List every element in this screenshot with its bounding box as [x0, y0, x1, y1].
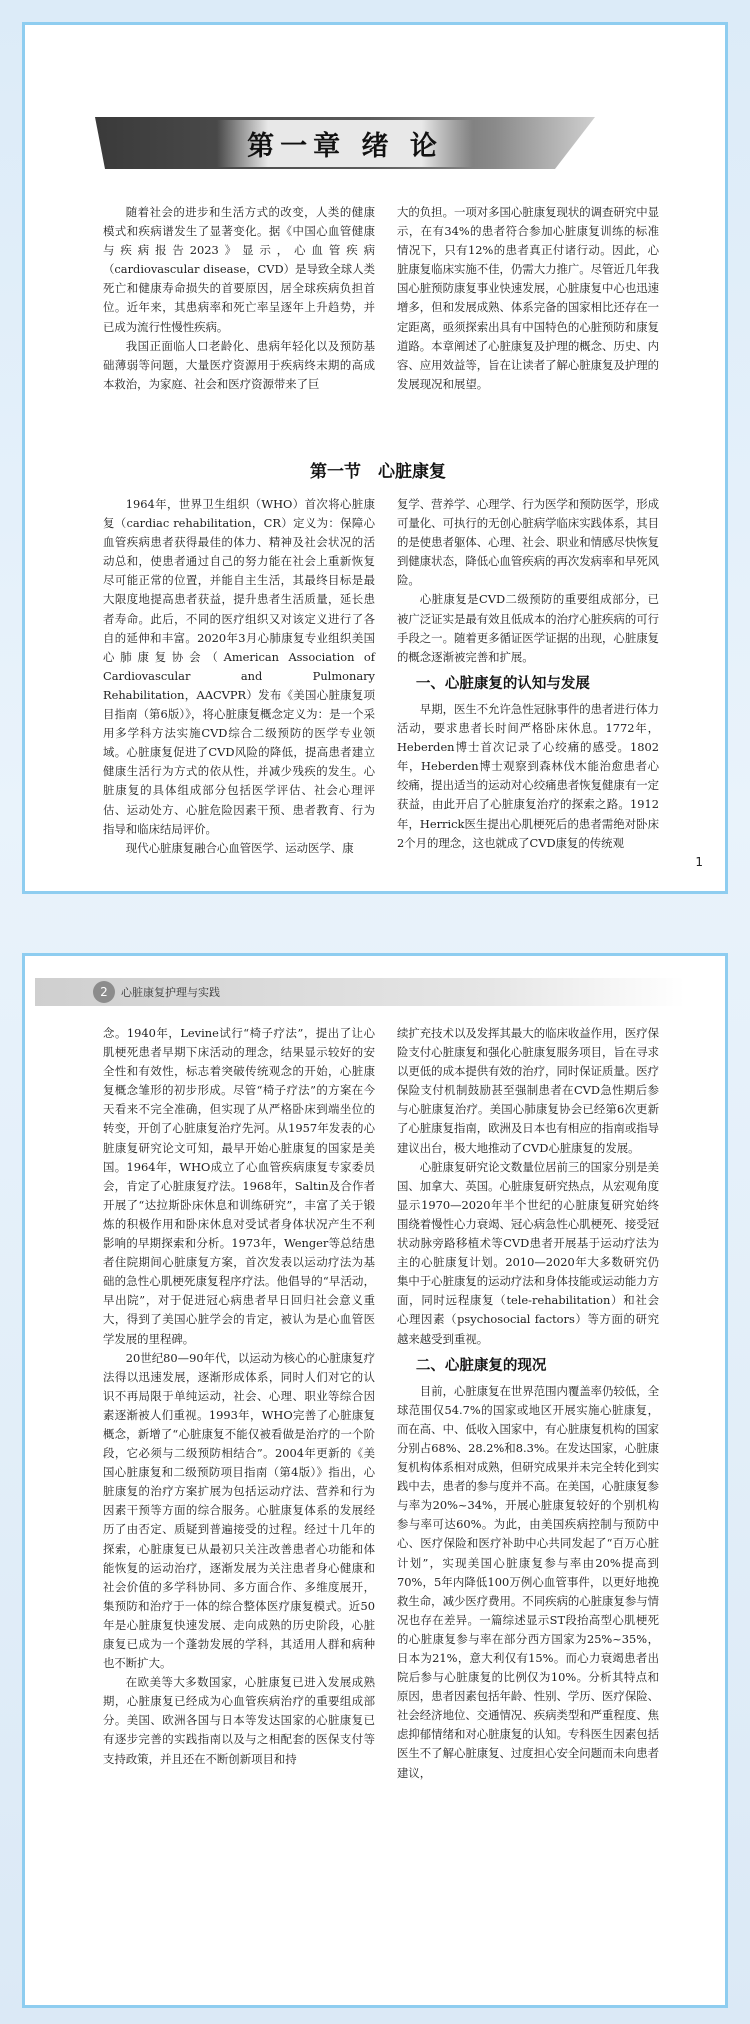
paragraph: 在欧美等大多数国家，心脏康复已进入发展成熟期，心脏康复已经成为心血管疾病治疗的重要组成部分。美国、欧洲各国与日本等发达国家的心脏康复已有逐步完善的实践指南以及与之相配套的医保支付等支持政策，并且还在不断创新项目和持	[103, 1675, 375, 1766]
running-head	[35, 978, 685, 1006]
section-title: 第一节 心脏康复	[310, 462, 446, 482]
paragraph: 复学、营养学、心理学、行为医学和预防医学，形成可量化、可执行的无创心脏病学临床实践体系，其目的是使患者躯体、心理、社会、职业和情感尽快恢复到健康状态，降低心血管疾病的再次发病率和早死风险。	[397, 497, 659, 588]
paragraph: 目前，心脏康复在世界范围内覆盖率仍较低，全球范围仅54.7%的国家或地区开展实施心脏康复，而在高、中、低收入国家中，有心脏康复机构的国家分别占68%、28.2%和8.3%。在发达国家，心脏康复机构体系相对成熟，但研究成果并未完全转化到实践中去，患者的参与度并不高。在美国，心脏康复参与率为20%~34%，开展心脏康复较好的个别机构参与率可达60%。为此，由美国疾病控制与预防中心、医疗保险和医疗补助中心共同发起了“百万心脏计划”，实现美国心脏康复参与率由20%提高到70%，5年内降低100万例心血管事件，以更好地挽救生命，减少医疗费用。不同疾病的心脏康复参与情况也存在差异。一篇综述显示ST段抬高型心肌梗死的心脏康复参与率在部分西方国家为25%~35%，日本为21%，意大利仅有15%。而心力衰竭患者出院后参与心脏康复的比例仅为10%。分析其特点和原因，患者因素包括年龄、性别、学历、医疗保险、社会经济地位、交通情况、疾病类型和严重程度、焦虑抑郁情绪和对心脏康复的认知。专科医生因素包括医生不了解心脏康复、过度担心安全问题而未向患者建议，	[397, 1383, 660, 1780]
paragraph: 大的负担。一项对多国心脏康复现状的调查研究中显示，在有34%的患者符合参加心脏康复训练的标准情况下，只有12%的患者真正付诸行动。因此，心脏康复临床实施不佳，仍需大力推广。尽管近几年我国心脏预防康复事业快速发展，心脏康复中心也迅速增多，但和发展成熟、体系完备的国家相比还存在一定距离，亟须探索出具有中国特色的心脏预防和康复道路。本章阐述了心脏康复及护理的概念、历史、内容、应用效益等，旨在让读者了解心脏康复及护理的发展现况和展望。	[397, 205, 659, 391]
intro-right-column	[397, 203, 659, 394]
paragraph: 1964年，世界卫生组织（WHO）首次将心脏康复（cardiac rehabilitation，CR）定义为：保障心血管疾病患者获得最佳的体力、精神及社会状况的活动总和，使患者通过自己的努力能在社会上重新恢复尽可能正常的位置，并能自主生活，其最终目标是最大限度地提高患者获益，提升患者生活质量，延长患者寿命。此后，不同的医疗组织又对该定义进行了各自的延伸和丰富。2020年3月心肺康复专业组织美国心肺康复协会（American Association of Cardiovascular and Pulmonary Rehabilitation，AACVPR）发布《美国心脏康复项目指南（第6版）》，将心脏康复概念定义为：是一个采用多学科方法实施CVD综合二级预防的医学专业领域。心脏康复促进了CVD风险的降低，提高患者建立健康生活行为方式的依从性，并减少残疾的发生。心脏康复的具体组成部分包括医学评估、社会心理评估、运动处方、心脏危险因素干预、患者教育、行为指导和临床结局评价。	[103, 497, 375, 836]
paragraph: 早期，医生不允许急性冠脉事件的患者进行体力活动，要求患者长时间严格卧床休息。1772年，Heberden博士首次记录了心绞痛的感受。1802年，Heberden博士观察到森林伐木能治愈患者心绞痛，提出适当的运动对心绞痛患者恢复健康有一定获益，由此开启了心脏康复治疗的探索之路。1912年，Herrick医生提出心肌梗死后的患者需绝对卧床2个月的理念，这也就成了CVD康复的传统观	[397, 701, 660, 850]
paragraph: 随着社会的进步和生活方式的改变，人类的健康模式和疾病谱发生了显著变化。据《中国心血管健康与疾病报告2023》显示，心血管疾病（cardiovascular disease，CVD）是导致全球人类死亡和健康寿命损失的首要原因，居全球疾病负担首位。近年来，其患病率和死亡率呈逐年上升趋势，并已成为流行性慢性疾病。	[103, 205, 375, 334]
subsection-title: 一、心脏康复的认知与发展	[415, 675, 590, 692]
page-number: 1	[695, 855, 703, 869]
paragraph: 念。1940年，Levine试行“椅子疗法”，提出了让心肌梗死患者早期下床活动的理念，结果显示较好的安全性和有效性，标志着突破传统观念的开始，心脏康复概念雏形的初步形成。尽管“椅子疗法”的方案在今天看来不完全准确，但实现了从严格卧床到端坐位的转变，开创了心脏康复治疗先河。从1957年发表的心脏康复研究论文可知，最早开始心脏康复的国家是美国。1964年，WHO成立了心血管疾病康复专家委员会，肯定了心脏康复疗法。1968年，Saltin及合作者开展了“达拉斯卧床休息和训练研究”，丰富了关于锻炼的积极作用和卧床休息对受试者身体状况产生不利影响的早期探索和分析。1973年，Wenger等总结患者住院期间心脏康复方案，首次发表以运动疗法为基础的急性心肌梗死康复程序疗法。他倡导的“早活动，早出院”，对于促进冠心病患者早日回归社会意义重大，得到了美国心脏学会的肯定，被认为是心血管医学发展的里程碑。	[103, 1026, 375, 1346]
body-right-column	[397, 495, 659, 853]
book-page-1	[22, 22, 728, 894]
paragraph: 20世纪80—90年代，以运动为核心的心脏康复疗法得以迅速发展，逐渐形成体系，同时人们对它的认识不再局限于单纯运动，社会、心理、职业等综合因素逐渐被人们重视。1993年，WHO完善了心脏康复概念，新增了“心脏康复不能仅被看做是治疗的一个阶段，它必须与二级预防相结合”。2004年更新的《美国心脏康复和二级预防项目指南（第4版）》指出，心脏康复的治疗方案扩展为包括运动疗法、营养和行为因素干预等方面的综合服务。心脏康复体系的发展经历了由否定、质疑到普遍接受的过程。经过十几年的探索，心脏康复已从最初只关注改善患者心功能和体能恢复的运动治疗，逐渐发展为关注患者身心健康和社会价值的多学科协同、多方面合作、多维度展开，集预防和治疗于一体的综合整体医疗康复模式。近50年是心脏康复快速发展、走向成熟的历史阶段，心脏康复已成为一个蓬勃发展的学科，其适用人群和病种也不断扩大。	[103, 1350, 375, 1671]
running-head-page-number: 2	[93, 981, 115, 1003]
book-page-2	[22, 953, 728, 2008]
intro-left-column	[103, 203, 375, 394]
paragraph: 我国正面临人口老龄化、患病年轻化以及预防基础薄弱等问题，大量医疗资源用于疾病终末期的高成本救治，为家庭、社会和医疗资源带来了巨	[103, 338, 375, 391]
body-left-column	[103, 1024, 375, 1769]
subsection-title: 二、心脏康复的现况	[415, 1357, 547, 1374]
paragraph: 现代心脏康复融合心血管医学、运动医学、康	[125, 840, 354, 855]
body-left-column	[103, 495, 375, 858]
body-right-column	[397, 1024, 659, 1783]
paragraph: 心脏康复是CVD二级预防的重要组成部分，已被广泛证实是最有效且低成本的治疗心脏疾病的可行手段之一。随着更多循证医学证据的出现，心脏康复的概念逐渐被完善和扩展。	[397, 592, 659, 664]
paragraph: 心脏康复研究论文数量位居前三的国家分别是美国、加拿大、英国。心脏康复研究热点，从宏观角度显示1970—2020年半个世纪的心脏康复研究始终围绕着慢性心力衰竭、冠心病急性心肌梗死、接受冠状动脉旁路移植术等CVD患者开展基于运动疗法为主的心脏康复计划。2010—2020年大多数研究仍集中于心脏康复的运动疗法和身体技能或运动能力方面，同时远程康复（tele-rehabilitation）和社会心理因素（psychosocial factors）等方面的研究越来越受到重视。	[397, 1159, 660, 1346]
paragraph: 续扩充技术以及发挥其最大的临床收益作用，医疗保险支付心脏康复和强化心脏康复服务项目，旨在寻求以更低的成本提供有效的治疗，同时保证质量。医疗保险支付机制鼓励甚至强制患者在CVD急性期后参与心脏康复治疗。美国心肺康复协会已经第6次更新了心脏康复指南，欧洲及日本也有相应的指南或指导建议出台，极大地推动了CVD心脏康复的发展。	[397, 1026, 659, 1155]
running-head-title: 心脏康复护理与实践	[121, 986, 220, 999]
chapter-title: 第一章 绪 论	[95, 117, 595, 169]
